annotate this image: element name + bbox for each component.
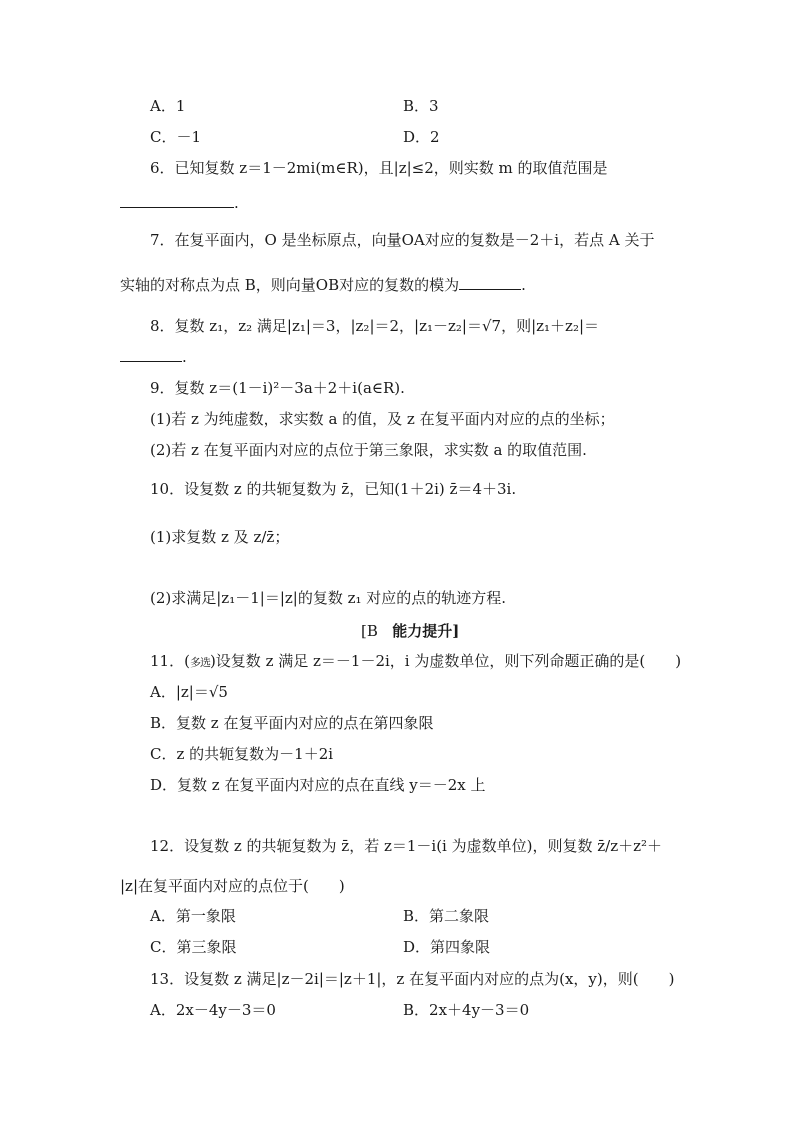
q11-option-b: B．复数 z 在复平面内对应的点在第四象限: [150, 714, 434, 732]
q9-part-1: (1)若 z 为纯虚数，求实数 a 的值，及 z 在复平面内对应的点的坐标；: [150, 410, 615, 428]
q12-option-d: D．第四象限: [403, 938, 491, 956]
q12-option-c: C．第三象限: [150, 938, 237, 956]
q11-option-a: A．|z|＝√5: [150, 683, 228, 701]
q8-period: .: [182, 348, 187, 366]
q6-answer-line: [120, 193, 239, 213]
q13-option-a: A．2x－4y－3＝0: [150, 1001, 276, 1019]
q5-option-d: D．2: [403, 128, 440, 146]
q8-stem: 8．复数 z₁，z₂ 满足|z₁|＝3，|z₂|＝2，|z₁－z₂|＝√7，则|z₁＋z₂|＝: [150, 317, 600, 335]
q5-option-c: C．－1: [150, 128, 202, 146]
section-heading: [361, 620, 459, 641]
q12-stem-line1: 12．设复数 z 的共轭复数为 z̄，若 z＝1－i(i 为虚数单位)，则复数 z̄/z＋z²＋: [150, 837, 663, 855]
q9-stem: 9．复数 z＝(1－i)²－3a＋2＋i(a∈R).: [150, 379, 405, 397]
q11-text: )设复数 z 满足 z＝－1－2i，i 为虚数单位，则下列命题正确的是( ): [209, 652, 682, 670]
q10-stem: 10．设复数 z 的共轭复数为 z̄，已知(1＋2i) z̄＝4＋3i.: [150, 480, 517, 498]
q11-option-d: D．复数 z 在复平面内对应的点在直线 y＝－2x 上: [150, 776, 486, 794]
q12-stem-line2: |z|在复平面内对应的点位于( ): [120, 877, 345, 895]
section-title: 能力提升]: [392, 622, 460, 640]
q12-option-b: B．第二象限: [403, 907, 490, 925]
q5-option-a: A．1: [150, 97, 186, 115]
q7-stem-line2: [120, 275, 526, 295]
q13-option-b: B．2x＋4y－3＝0: [403, 1001, 530, 1019]
q5-option-b: B．3: [403, 97, 439, 115]
answer-blank: [120, 347, 182, 362]
multi-select-tag: 多选: [189, 656, 210, 669]
q8-answer-line: [120, 347, 187, 367]
q10-part-2: (2)求满足|z₁－1|＝|z|的复数 z₁ 对应的点的轨迹方程.: [150, 589, 507, 607]
q7-text: 实轴的对称点为点 B，则向量OB对应的复数的模为: [120, 276, 460, 294]
q11-number: 11．(: [150, 652, 190, 670]
q11-stem: [150, 651, 681, 673]
q12-option-a: A．第一象限: [150, 907, 236, 925]
answer-blank: [120, 193, 234, 208]
q11-option-c: C．z 的共轭复数为－1＋2i: [150, 745, 334, 763]
q10-part-1: (1)求复数 z 及 z/z̄；: [150, 528, 290, 546]
q9-part-2: (2)若 z 在复平面内对应的点位于第三象限，求实数 a 的取值范围.: [150, 441, 587, 459]
section-label: [B: [361, 622, 378, 640]
q13-stem: 13．设复数 z 满足|z－2i|＝|z＋1|，z 在复平面内对应的点为(x，y)，则( ): [150, 970, 675, 988]
q6-stem: 6．已知复数 z＝1－2mi(m∈R)，且|z|≤2，则实数 m 的取值范围是: [150, 159, 608, 177]
q7-stem-line1: 7．在复平面内，O 是坐标原点，向量OA对应的复数是－2＋i，若点 A 关于: [150, 231, 655, 249]
answer-blank: [459, 275, 521, 290]
q6-period: .: [234, 194, 239, 212]
q7-period: .: [521, 276, 526, 294]
